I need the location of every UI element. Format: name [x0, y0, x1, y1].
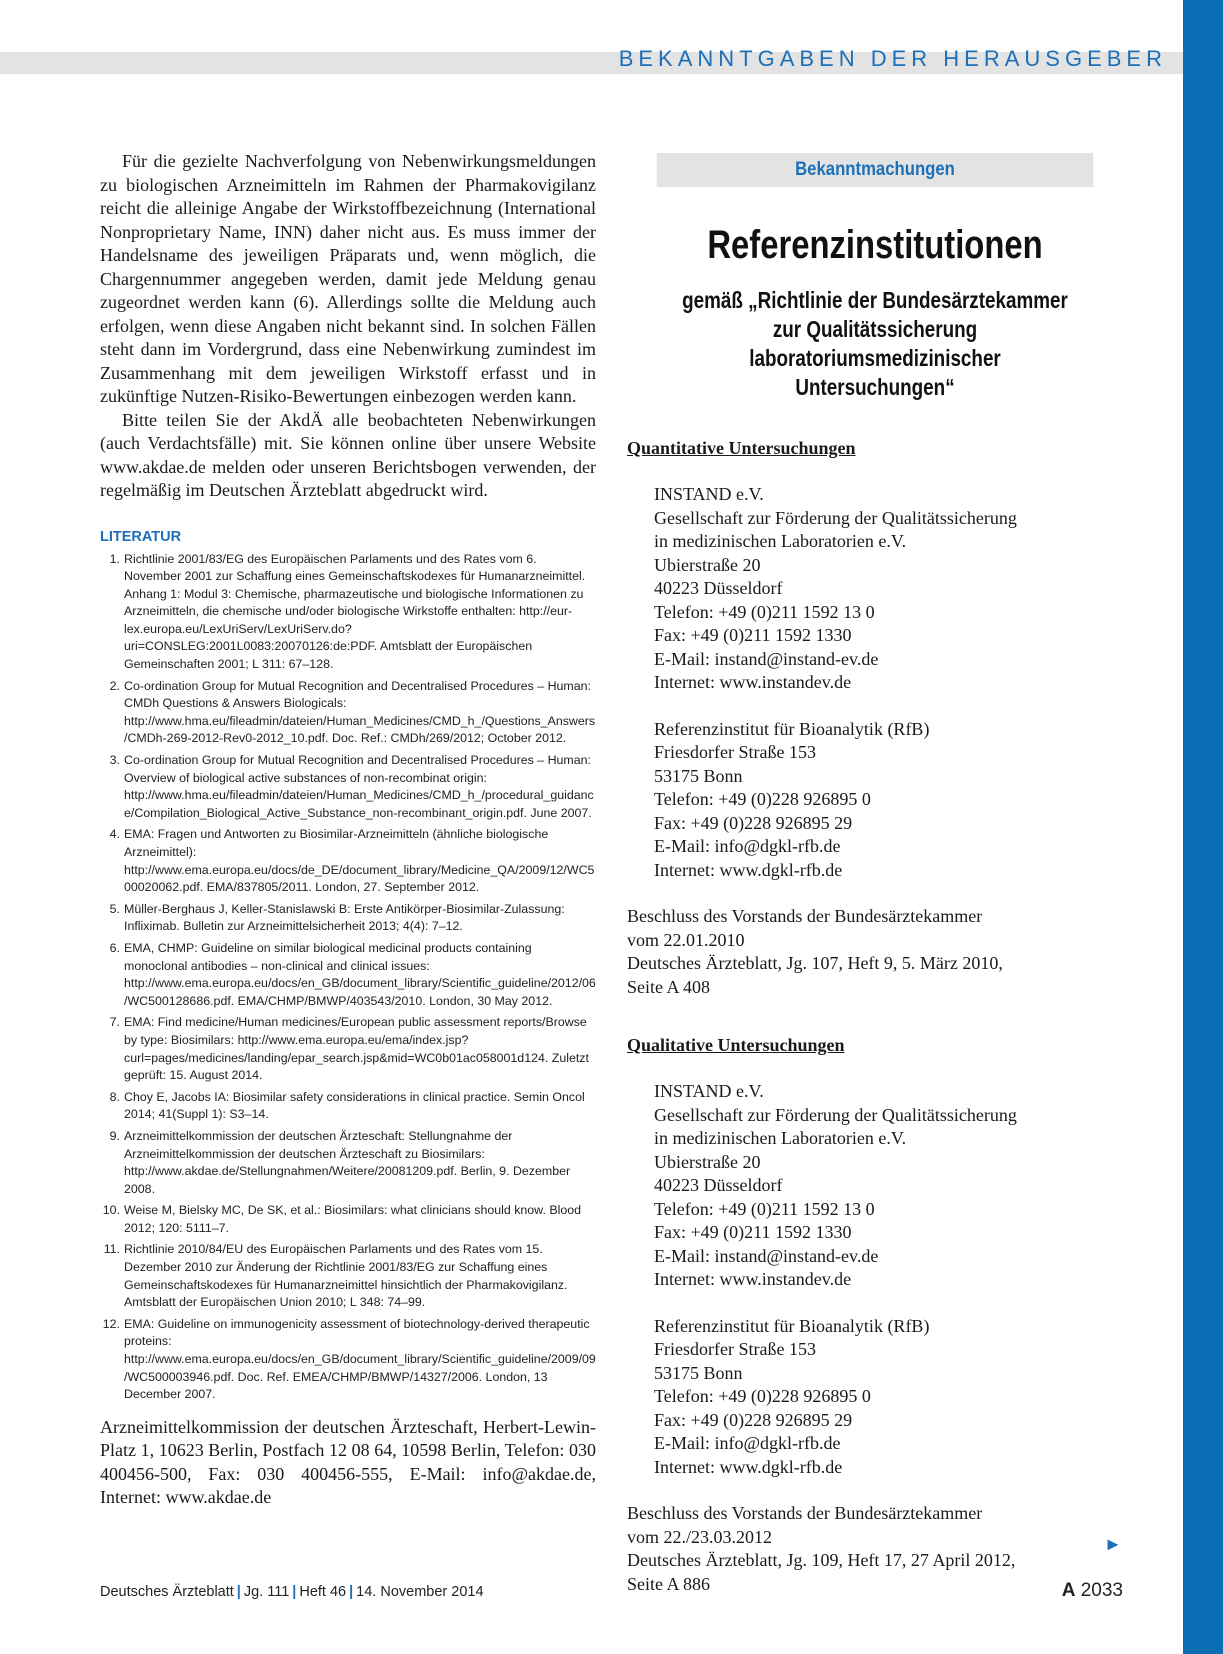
- reference-text: Müller-Berghaus J, Keller-Stanislawski B: Erste Antikörper-Biosimilar-Zulassung: Infliximab. Bulletin zur Arzneimittelsicherheit 2013; 4(4): 7–12.: [124, 901, 565, 934]
- article-title: Referenzinstitutionen: [707, 223, 1043, 267]
- reference-item: [100, 901, 596, 936]
- address-line: 40223 Düsseldorf: [654, 1175, 783, 1195]
- reference-number: 9.: [109, 1128, 120, 1143]
- subtitle-line: gemäß „Richtlinie der Bundesärztekammer: [682, 287, 1068, 313]
- reference-text: Co-ordination Group for Mutual Recognition and Decentralised Procedures – Human: Overview of biological active substances of non-recombinat origin: http://www.hma.eu/fileadmin/dateien/Human_Medicines/CMD_h_/procedural_guidance/Compilation_Biological_Active_Substance_non-recombinant_origin.pdf. June 2007.: [124, 753, 594, 820]
- address-line: 53175 Bonn: [654, 765, 743, 786]
- rfb-address-block: [654, 718, 1123, 883]
- left-column: [100, 150, 596, 1510]
- address-line: E-Mail: info@dgkl-rfb.de: [654, 836, 841, 856]
- reference-number: 1.: [109, 551, 120, 566]
- address-line: INSTAND e.V.: [654, 1081, 764, 1101]
- address-line: Telefon: +49 (0)211 1592 13 0: [654, 1198, 875, 1219]
- reference-item: [100, 1202, 596, 1237]
- address-line: INSTAND e.V.: [654, 484, 764, 504]
- address-line: Fax: +49 (0)228 926895 29: [654, 1409, 853, 1430]
- blue-sidebar-strip: [1183, 0, 1223, 1654]
- reference-text: Weise M, Bielsky MC, De SK, et al.: Biosimilars: what clinicians should know. Blood 2012; 120: 5111–7.: [124, 1203, 582, 1235]
- reference-item: [100, 1089, 596, 1124]
- reference-number: 3.: [109, 753, 120, 768]
- address-line: Internet: www.instandev.de: [654, 1269, 852, 1289]
- reference-text: EMA: Fragen und Antworten zu Biosimilar-Arzneimitteln (ähnliche biologische Arzneimittel): http://www.ema.europa.eu/docs/de_DE/document_library/Medicine_QA/2009/12/WC500020062.pdf. EMA/837805/2011. London, 27. September 2012.: [124, 827, 595, 895]
- reference-text: Richtlinie 2010/84/EU des Europäischen Parlaments und des Rates vom 15. Dezember 2010 zur Änderung der Richtlinie 2001/83/EG zur Schaffung eines Gemeinschaftskodexes für Humanarzneimittel hinsichtlich der Pharmakovigilanz. Amtsblatt der Europäischen Union 2010; L 348: 74–99.: [124, 1242, 568, 1310]
- address-line: E-Mail: instand@instand-ev.de: [654, 1245, 879, 1266]
- decision-line: Seite A 886: [627, 1573, 711, 1594]
- address-line: 53175 Bonn: [654, 1362, 743, 1383]
- address-line: Internet: www.instandev.de: [654, 672, 852, 692]
- reference-item: [100, 1014, 596, 1084]
- subtitle-line: laboratoriumsmedizinischer Untersuchungen“: [749, 345, 1001, 400]
- decision-line: Deutsches Ärzteblatt, Jg. 109, Heft 17, 27 April 2012,: [627, 1550, 1016, 1570]
- article-subtitle: [672, 286, 1079, 402]
- page-number: [1062, 1580, 1123, 1602]
- decision-line: Seite A 408: [627, 976, 711, 997]
- decision-line: vom 22./23.03.2012: [627, 1526, 773, 1547]
- reference-item: [100, 678, 596, 748]
- page-number-value: 2033: [1080, 1580, 1123, 1601]
- instand-address-block: [654, 483, 1123, 695]
- reference-text: Choy E, Jacobs IA: Biosimilar safety considerations in clinical practice. Semin Oncol 2014; 41(Suppl 1): S3–14.: [124, 1089, 585, 1122]
- page-prefix: A: [1061, 1580, 1076, 1601]
- reference-number: 11.: [103, 1242, 120, 1257]
- reference-number: 5.: [109, 901, 120, 916]
- address-line: Gesellschaft zur Förderung der Qualitätssicherung: [654, 507, 1017, 528]
- reference-number: 7.: [109, 1015, 120, 1030]
- quantitative-heading: Quantitative Untersuchungen: [627, 438, 856, 458]
- body-paragraph: Bitte teilen Sie der AkdÄ alle beobachteten Nebenwirkungen (auch Verdachtsfälle) mit. Sie können online über unsere Website www.akdae.de melden oder unseren Berichtsbogen verwenden, der regelmäßig im Deutschen Ärzteblatt abgedruckt wird.: [100, 409, 596, 500]
- reference-item: [100, 752, 596, 822]
- section-label: Bekanntmachungen: [657, 153, 1093, 187]
- decision-line: Beschluss des Vorstands der Bundesärztekammer: [627, 906, 983, 926]
- address-line: Telefon: +49 (0)211 1592 13 0: [654, 601, 875, 622]
- address-line: E-Mail: info@dgkl-rfb.de: [654, 1433, 841, 1453]
- reference-number: 2.: [109, 678, 120, 693]
- decision-line: Beschluss des Vorstands der Bundesärztekammer: [627, 1503, 983, 1523]
- reference-item: [100, 1316, 596, 1404]
- address-line: Fax: +49 (0)228 926895 29: [654, 812, 853, 833]
- address-line: Gesellschaft zur Förderung der Qualitätssicherung: [654, 1104, 1017, 1125]
- reference-item: [100, 551, 596, 674]
- decision-block: [627, 905, 1123, 999]
- address-line: in medizinischen Laboratorien e.V.: [654, 1128, 907, 1148]
- footer-citation: [100, 1584, 484, 1600]
- akdae-contact-paragraph: Arzneimittelkommission der deutschen Ärzteschaft, Herbert-Lewin-Platz 1, 10623 Berlin, Postfach 12 08 64, 10598 Berlin, Telefon: 030 400456-500, Fax: 030 400456-555, E-Mail: info@akdae.de, Internet: www.akdae.de: [100, 1416, 596, 1508]
- address-line: Friesdorfer Straße 153: [654, 742, 816, 762]
- reference-text: Co-ordination Group for Mutual Recognition and Decentralised Procedures – Human: CMDh Questions & Answers Biologicals: http://www.hma.eu/fileadmin/dateien/Human_Medicines/CMD_h_/Questions_Answers/CMDh-269-2012-Rev0-2012_10.pdf. Doc. Ref.: CMDh/269/2012; October 2012.: [124, 678, 596, 746]
- reference-text: EMA, CHMP: Guideline on similar biological medicinal products containing monoclonal antibodies – non-clinical and clinical issues: http://www.ema.europa.eu/docs/en_GB/document_library/Scientific_guideline/2012/06/WC500128686.pdf. EMA/CHMP/BMWP/403543/2010. London, 30 May 2012.: [124, 940, 596, 1008]
- reference-item: [100, 1128, 596, 1198]
- reference-item: [100, 1241, 596, 1311]
- address-line: E-Mail: instand@instand-ev.de: [654, 648, 879, 669]
- qualitative-heading: Qualitative Untersuchungen: [627, 1035, 845, 1055]
- address-line: Internet: www.dgkl-rfb.de: [654, 1456, 843, 1477]
- address-line: Ubierstraße 20: [654, 1151, 761, 1172]
- address-line: Ubierstraße 20: [654, 554, 761, 575]
- address-line: Fax: +49 (0)211 1592 1330: [654, 1222, 852, 1242]
- address-line: Internet: www.dgkl-rfb.de: [654, 859, 843, 880]
- footer-date: 14. November 2014: [356, 1584, 484, 1600]
- reference-text: Richtlinie 2001/83/EG des Europäischen Parlaments und des Rates vom 6. November 2001 zur Schaffung eines Gemeinschaftskodexes für Humanarzneimittel. Anhang 1: Modul 3: Chemische, pharmazeutische und biologische Informationen zu Arzneimitteln, die chemische und/oder biologische Wirkstoffe enthalten: http://eur-lex.europa.eu/LexUriServ/LexUriServ.do?uri=CONSLEG:2001L0083:20070126:de:PDF. Amtsblatt der Europäischen Gemeinschaften 2001; L 311: 67–128.: [124, 551, 586, 672]
- right-column: [627, 153, 1123, 1596]
- address-line: Referenzinstitut für Bioanalytik (RfB): [654, 1315, 930, 1336]
- decision-line: Deutsches Ärzteblatt, Jg. 107, Heft 9, 5. März 2010,: [627, 953, 1003, 973]
- address-line: in medizinischen Laboratorien e.V.: [654, 531, 907, 551]
- footer-volume: Jg. 111: [243, 1584, 290, 1600]
- reference-number: 4.: [109, 827, 120, 842]
- reference-text: EMA: Find medicine/Human medicines/European public assessment reports/Browse by type: Biosimilars: http://www.ema.europa.eu/ema/index.jsp?curl=pages/medicines/landing/epar_search.jsp&mid=WC0b01ac058001d124. Zuletzt geprüft: 15. August 2014.: [124, 1015, 589, 1083]
- decision-line: vom 22.01.2010: [627, 929, 745, 950]
- section-header-title: BEKANNTGABEN DER HERAUSGEBER: [618, 46, 1167, 71]
- reference-number: 6.: [109, 940, 120, 955]
- footer-separator: |: [236, 1584, 241, 1600]
- footer-journal: Deutsches Ärzteblatt: [100, 1584, 234, 1600]
- address-line: 40223 Düsseldorf: [654, 578, 783, 598]
- footer-separator: |: [292, 1584, 297, 1600]
- instand-address-block: [654, 1080, 1123, 1292]
- reference-text: Arzneimittelkommission der deutschen Ärzteschaft: Stellungnahme der Arzneimittelkommission der deutschen Ärzteschaft zu Biosimilars: http://www.akdae.de/Stellungnahmen/Weitere/20081209.pdf. Berlin, 9. Dezember 2008.: [124, 1128, 571, 1196]
- continue-arrow-icon: ►: [1104, 1534, 1122, 1554]
- footer-issue: Heft 46: [299, 1584, 347, 1600]
- reference-number: 8.: [109, 1089, 120, 1104]
- reference-number: 12.: [102, 1316, 120, 1331]
- address-line: Friesdorfer Straße 153: [654, 1339, 816, 1359]
- rfb-address-block: [654, 1315, 1123, 1480]
- address-line: Referenzinstitut für Bioanalytik (RfB): [654, 718, 930, 739]
- address-line: Telefon: +49 (0)228 926895 0: [654, 1386, 871, 1406]
- reference-item: [100, 826, 596, 896]
- reference-list: [100, 551, 596, 1404]
- address-line: Fax: +49 (0)211 1592 1330: [654, 625, 852, 645]
- reference-item: [100, 940, 596, 1010]
- footer-separator: |: [349, 1584, 354, 1600]
- subtitle-line: zur Qualitätssicherung: [772, 316, 978, 342]
- address-line: Telefon: +49 (0)228 926895 0: [654, 789, 871, 809]
- literature-heading: LITERATUR: [100, 528, 182, 545]
- body-paragraph: Für die gezielte Nachverfolgung von Nebenwirkungsmeldungen zu biologischen Arzneimitteln im Rahmen der Pharmakovigilanz reicht die alleinige Angabe der Wirkstoffbezeichnung (International Nonproprietary Name, INN) daher nicht aus. Es muss immer der Handelsname des jeweiligen Präparats und, wenn möglich, die Chargennummer angegeben werden, damit jede Meldung genau zugeordnet werden kann (6). Allerdings sollte die Meldung auch erfolgen, wenn diese Angaben nicht bekannt sind. In solchen Fällen steht dann im Vordergrund, dass eine Nebenwirkung zumindest im Zusammenhang mit dem jeweiligen Wirkstoff erfasst und in zukünftige Nutzen-Risiko-Bewertungen einbezogen werden kann.: [100, 151, 596, 406]
- reference-text: EMA: Guideline on immunogenicity assessment of biotechnology-derived therapeutic proteins: http://www.ema.europa.eu/docs/en_GB/document_library/Scientific_guideline/2009/09/WC500003946.pdf. Doc. Ref. EMEA/CHMP/BMWP/14327/2006. London, 13 December 2007.: [124, 1316, 596, 1402]
- reference-number: 10.: [102, 1203, 120, 1218]
- decision-block: [627, 1502, 1123, 1596]
